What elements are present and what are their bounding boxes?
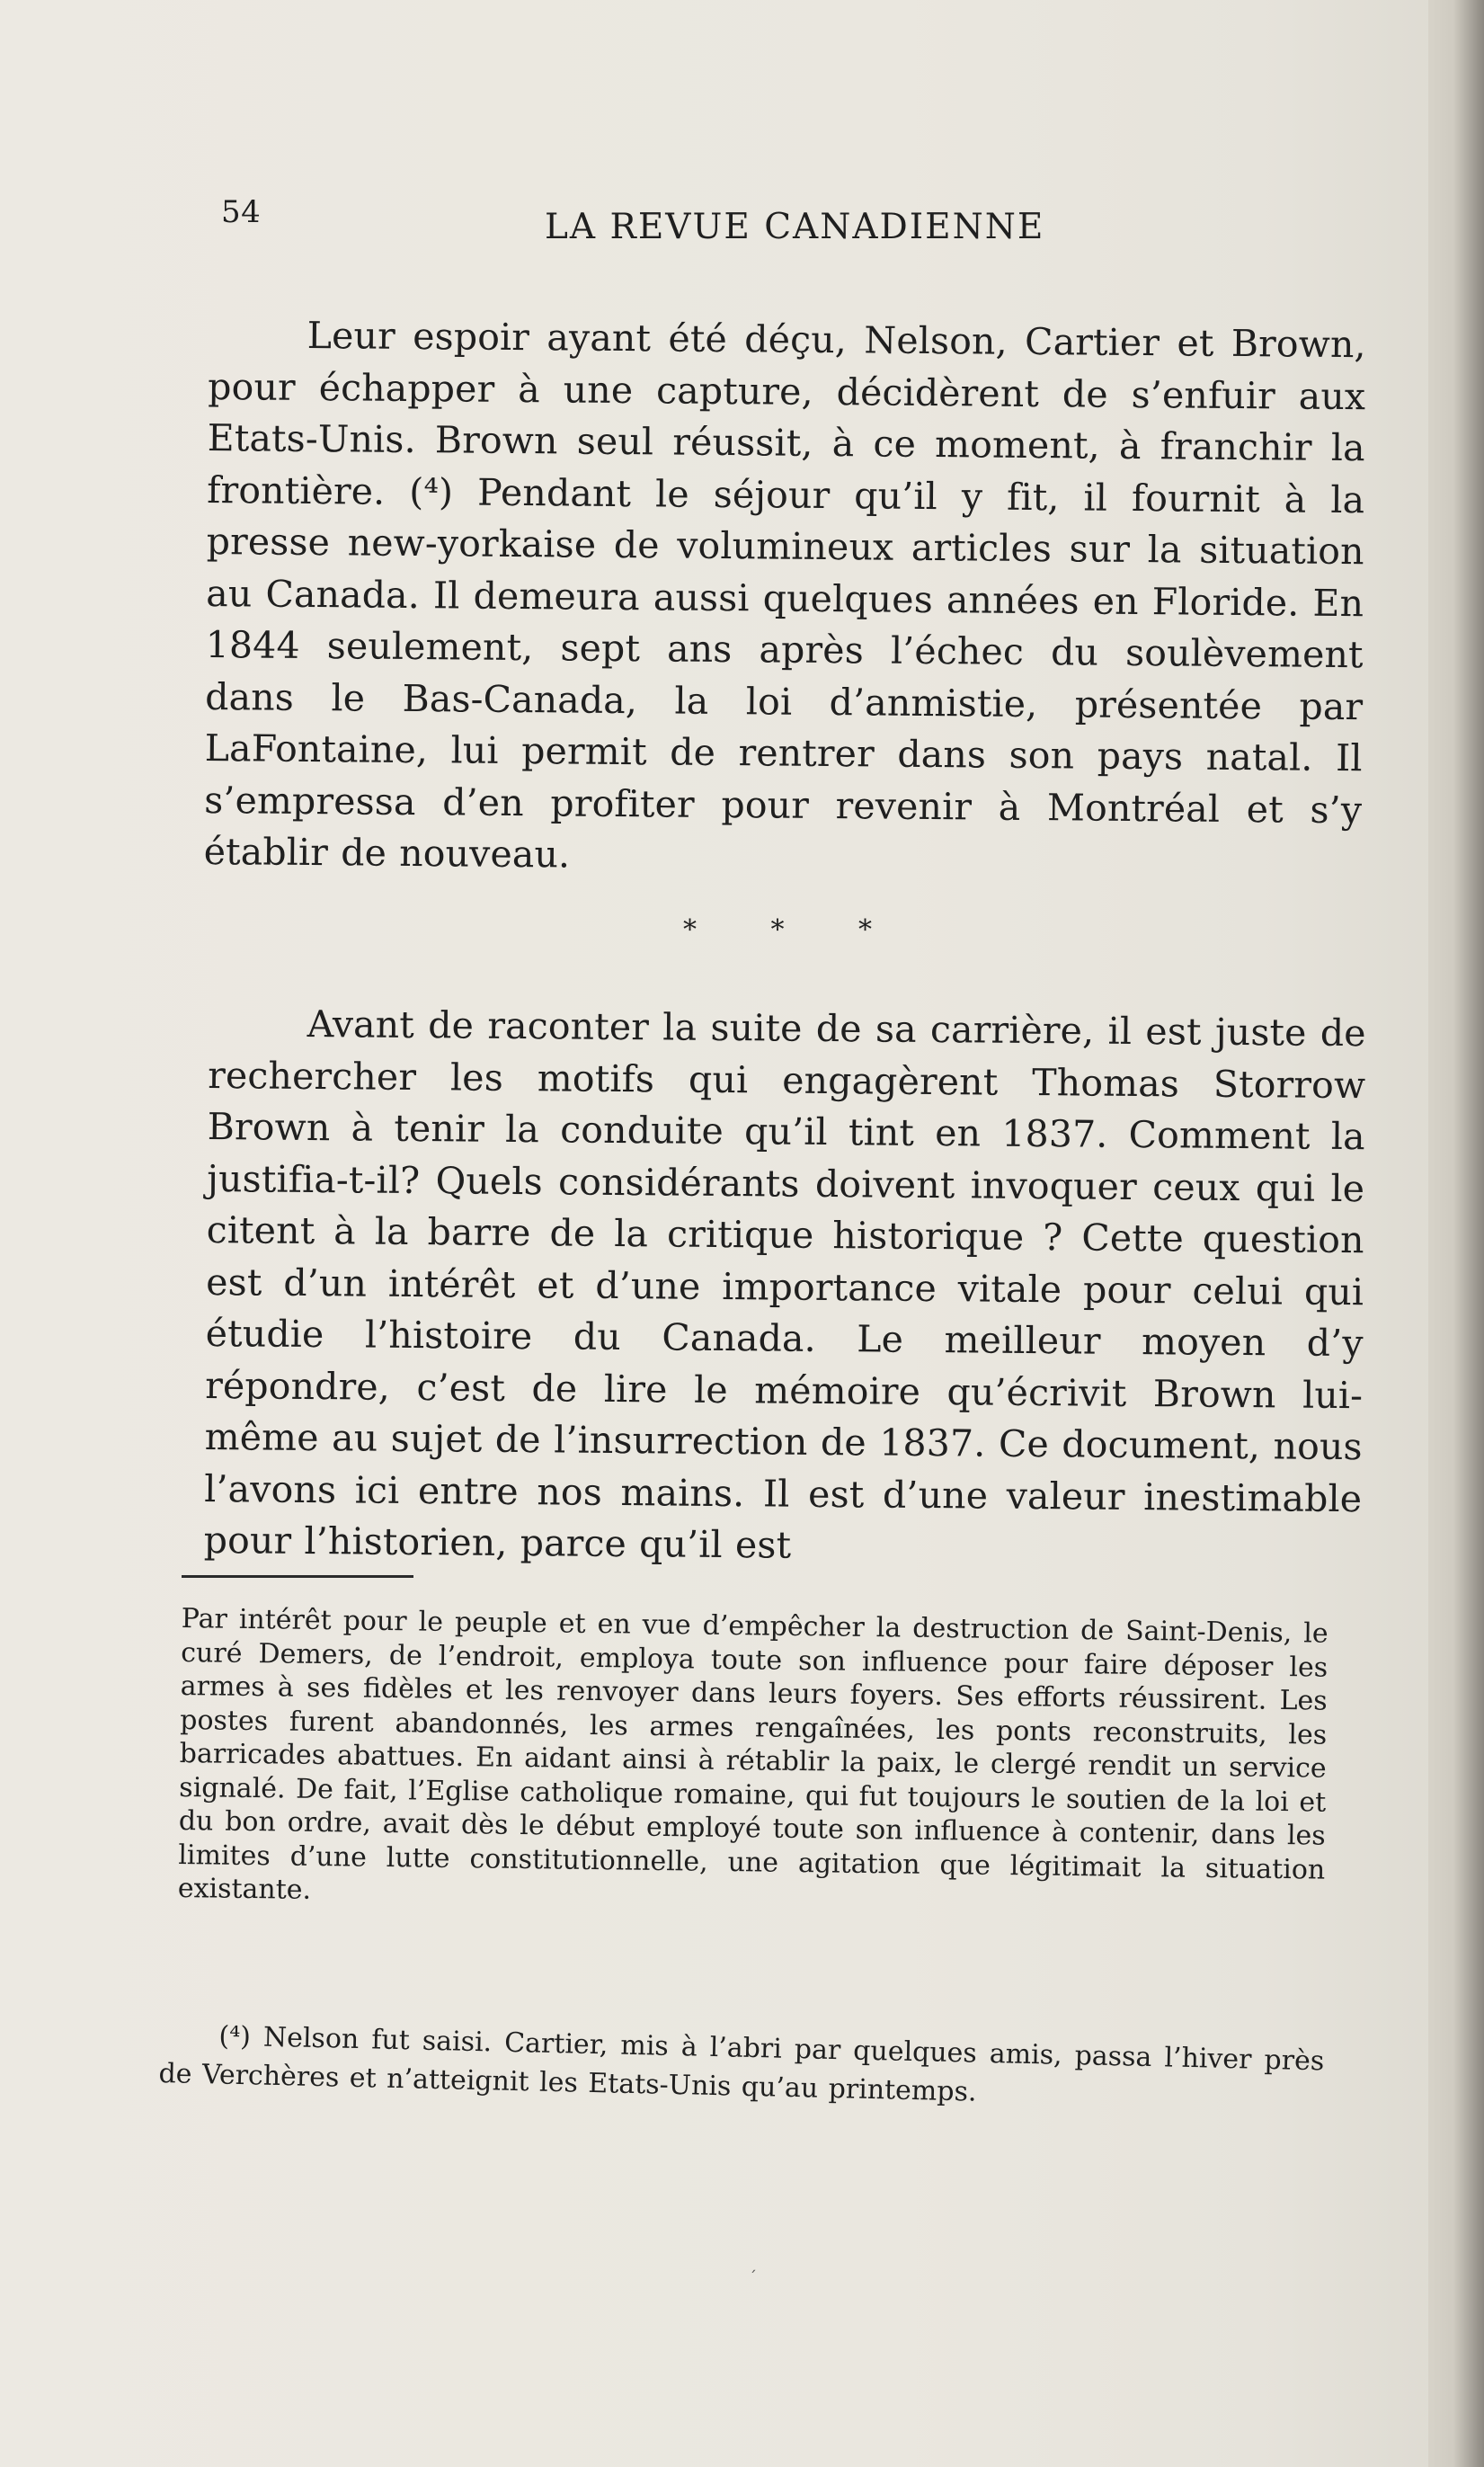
page-header [221, 191, 1372, 245]
footnote-text: Par intérêt pour le peuple et en vue d’empêcher la destruction de Saint-Denis, le curé Demers, de l’endroit, employa toute son influence pour faire déposer les armes à ses fidèles et les renvoyer dans leurs foyers. Ses efforts réussirent. Les postes furent abandonnés, les armes rengaînées, les ponts reconstruits, les barricades abattues. En aidant ainsi à rétablir la paix, le clergé rendit un service signalé. De fait, l’Eglise catholique romaine, qui fut toujours le soutien de la loi et du bon ordre, avait dès le début employé toute son influence à contenir, dans les limites d’une lutte constitutionnelle, une agitation que légitimait la situation existante. [177, 1602, 1328, 1906]
section-separator [683, 910, 872, 949]
page-gutter-shadow [1428, 0, 1484, 2467]
paragraph-text: Leur espoir ayant été déçu, Nelson, Cartier et Brown, pour échapper à une capture, décidèrent de s’enfuir aux Etats-Unis. Brown seul réussit, à ce moment, à franchir la frontière. (⁴) Pendant le séjour qu’il y fit, il fournit à la presse new-yorkaise de volumineux articles sur la situation au Canada. Il demeura aussi quelques années en Floride. En 1844 seulement, sept ans après l’échec du soulèvement dans le Bas-Canada, la loi d’anmistie, présentée par LaFontaine, lui permit de rentrer dans son pays natal. Il s’empressa d’en profiter pour revenir à Montréal et s’y établir de nouveau. [203, 313, 1366, 877]
footnote-text: (⁴) Nelson fut saisi. Cartier, mis à l’abri par quelques amis, passa l’hiver près de Verchères et n’atteignit les Etats-Unis qu’au printemps. [158, 2020, 1325, 2108]
page-number: 54 [221, 194, 262, 230]
separator-star: * [683, 913, 697, 946]
body-paragraph-1 [203, 309, 1365, 888]
paragraph-text: Avant de raconter la suite de sa carrière, il est juste de rechercher les motifs qui engagèrent Thomas Storrow Brown à tenir la conduite qu’il tint en 1837. Comment la justifia-t-il? Quels considérants doivent invoquer ceux qui le citent à la barre de la critique historique ? Cette question est d’un intérêt et d’une importance vitale pour celui qui étudie l’histoire du Canada. Le meilleur moyen d’y répondre, c’est de lire le mémoire qu’écrivit Brown lui-même au sujet de l’insurrection de 1837. Ce document, nous l’avons ici entre nos mains. Il est d’une valeur inestimable pour l’historien, parce qu’il est [203, 1002, 1366, 1567]
body-paragraph-2 [203, 998, 1365, 1577]
footnote-4 [158, 2016, 1325, 2119]
separator-star: * [858, 913, 872, 946]
print-speck: ´ [749, 2268, 757, 2287]
running-title: LA REVUE CANADIENNE [545, 207, 1045, 247]
footnote-rule [182, 1575, 413, 1578]
footnote-continued [178, 1602, 1328, 1920]
separator-star: * [770, 913, 785, 946]
